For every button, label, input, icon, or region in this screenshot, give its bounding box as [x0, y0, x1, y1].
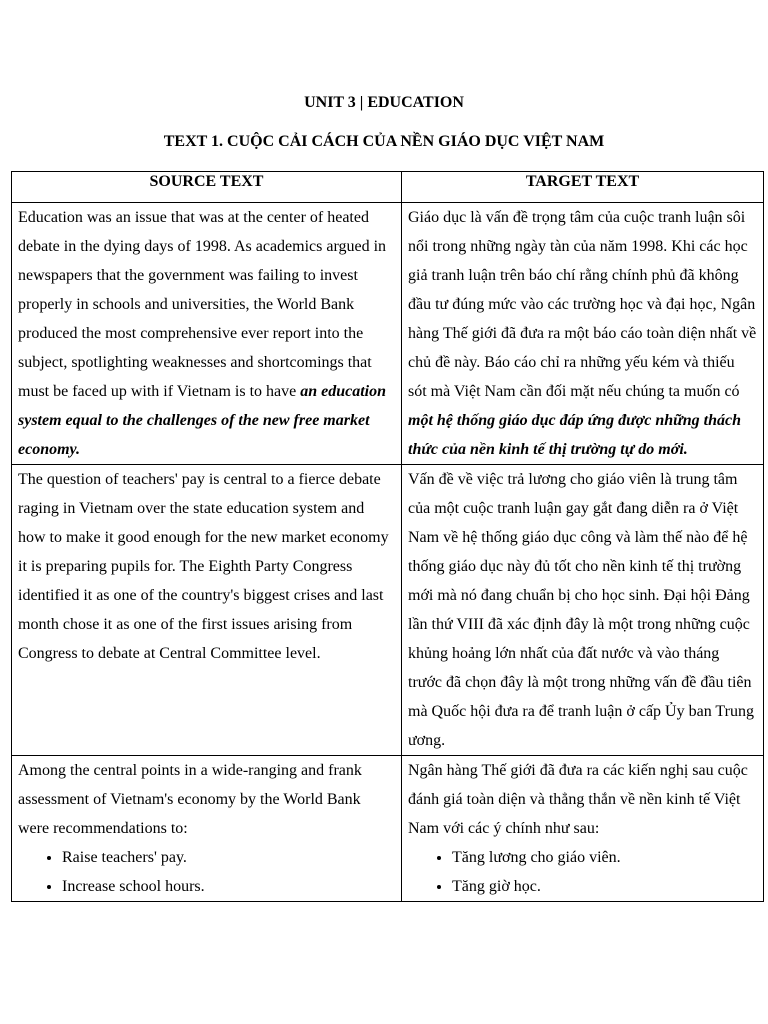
- list-item: • Tăng giờ học.: [452, 872, 757, 901]
- source-text: The question of teachers' pay is central to a fierce debate raging in Vietnam over the state education system and how to make it good enough for the new market economy it is preparing pupils for. The Eighth Party Congress identified it as one of the country's biggest crises and last month chose it as one of the first issues arising from Congress to debate at Central Committee level.: [18, 471, 389, 662]
- translation-table: [11, 171, 764, 902]
- table-row: [12, 203, 764, 465]
- list-item: • Tăng lương cho giáo viên.: [452, 843, 757, 872]
- table-row: [12, 756, 764, 902]
- source-column-header: SOURCE TEXT: [12, 172, 402, 203]
- unit-title: UNIT 3 | EDUCATION: [304, 94, 464, 111]
- list-item: • Raise teachers' pay.: [62, 843, 395, 872]
- target-cell: [402, 465, 764, 756]
- target-text: Ngân hàng Thế giới đã đưa ra các kiến nghị sau cuộc đánh giá toàn diện và thẳng thắn về nền kinh tế Việt Nam với các ý chính như sau:: [408, 762, 748, 837]
- source-text: Among the central points in a wide-ranging and frank assessment of Vietnam's economy by the World Bank were recommendations to:: [18, 762, 362, 837]
- target-cell: [402, 756, 764, 902]
- source-cell: [12, 465, 402, 756]
- target-text: Giáo dục là vấn đề trọng tâm của cuộc tranh luận sôi nổi trong những ngày tàn của năm 1998. Khi các học giả tranh luận trên báo chí rằng chính phủ đã không đầu tư đúng mức vào các trường học và đại học, Ngân hàng Thế giới đã đưa ra một báo cáo toàn diện nhất về chủ đề này. Báo cáo chỉ ra những yếu kém và thiếu sót mà Việt Nam cần đối mặt nếu chúng ta muốn có: [408, 209, 757, 400]
- target-cell: [402, 203, 764, 465]
- list-item: • Increase school hours.: [62, 872, 395, 901]
- target-bullet-list: [408, 843, 757, 901]
- table-header-row: [12, 172, 764, 203]
- target-column-header: TARGET TEXT: [402, 172, 764, 203]
- source-cell: [12, 756, 402, 902]
- target-text: Vấn đề về việc trả lương cho giáo viên là trung tâm của một cuộc tranh luận gay gắt đang diễn ra ở Việt Nam về hệ thống giáo dục công và làm thế nào để hệ thống giáo dục này đủ tốt cho nền kinh tế thị trường mới mà nó đang chuẩn bị cho học sinh. Đại hội Đảng lần thứ VIII đã xác định đây là một trong những cuộc khủng hoảng lớn nhất của đất nước và vào tháng trước đã chọn đây là một trong những vấn đề đầu tiên mà Quốc hội đưa ra để tranh luận ở cấp Ủy ban Trung ương.: [408, 471, 754, 749]
- source-emphasis: an education system equal to the challenges of the new free market economy.: [18, 383, 387, 458]
- table-row: [12, 465, 764, 756]
- source-text: Education was an issue that was at the center of heated debate in the dying days of 1998. As academics argued in newspapers that the government was failing to invest properly in schools and universities, the World Bank produced the most comprehensive ever report into the subject, spotlighting weaknesses and shortcomings that must be faced up with if Vietnam is to have: [18, 209, 387, 400]
- text-title: TEXT 1. CUỘC CẢI CÁCH CỦA NỀN GIÁO DỤC VIỆT NAM: [163, 133, 605, 150]
- target-emphasis: một hệ thống giáo dục đáp ứng được những thách thức của nền kinh tế thị trường tự do mới.: [408, 412, 741, 458]
- source-cell: [12, 203, 402, 465]
- source-bullet-list: [18, 843, 395, 901]
